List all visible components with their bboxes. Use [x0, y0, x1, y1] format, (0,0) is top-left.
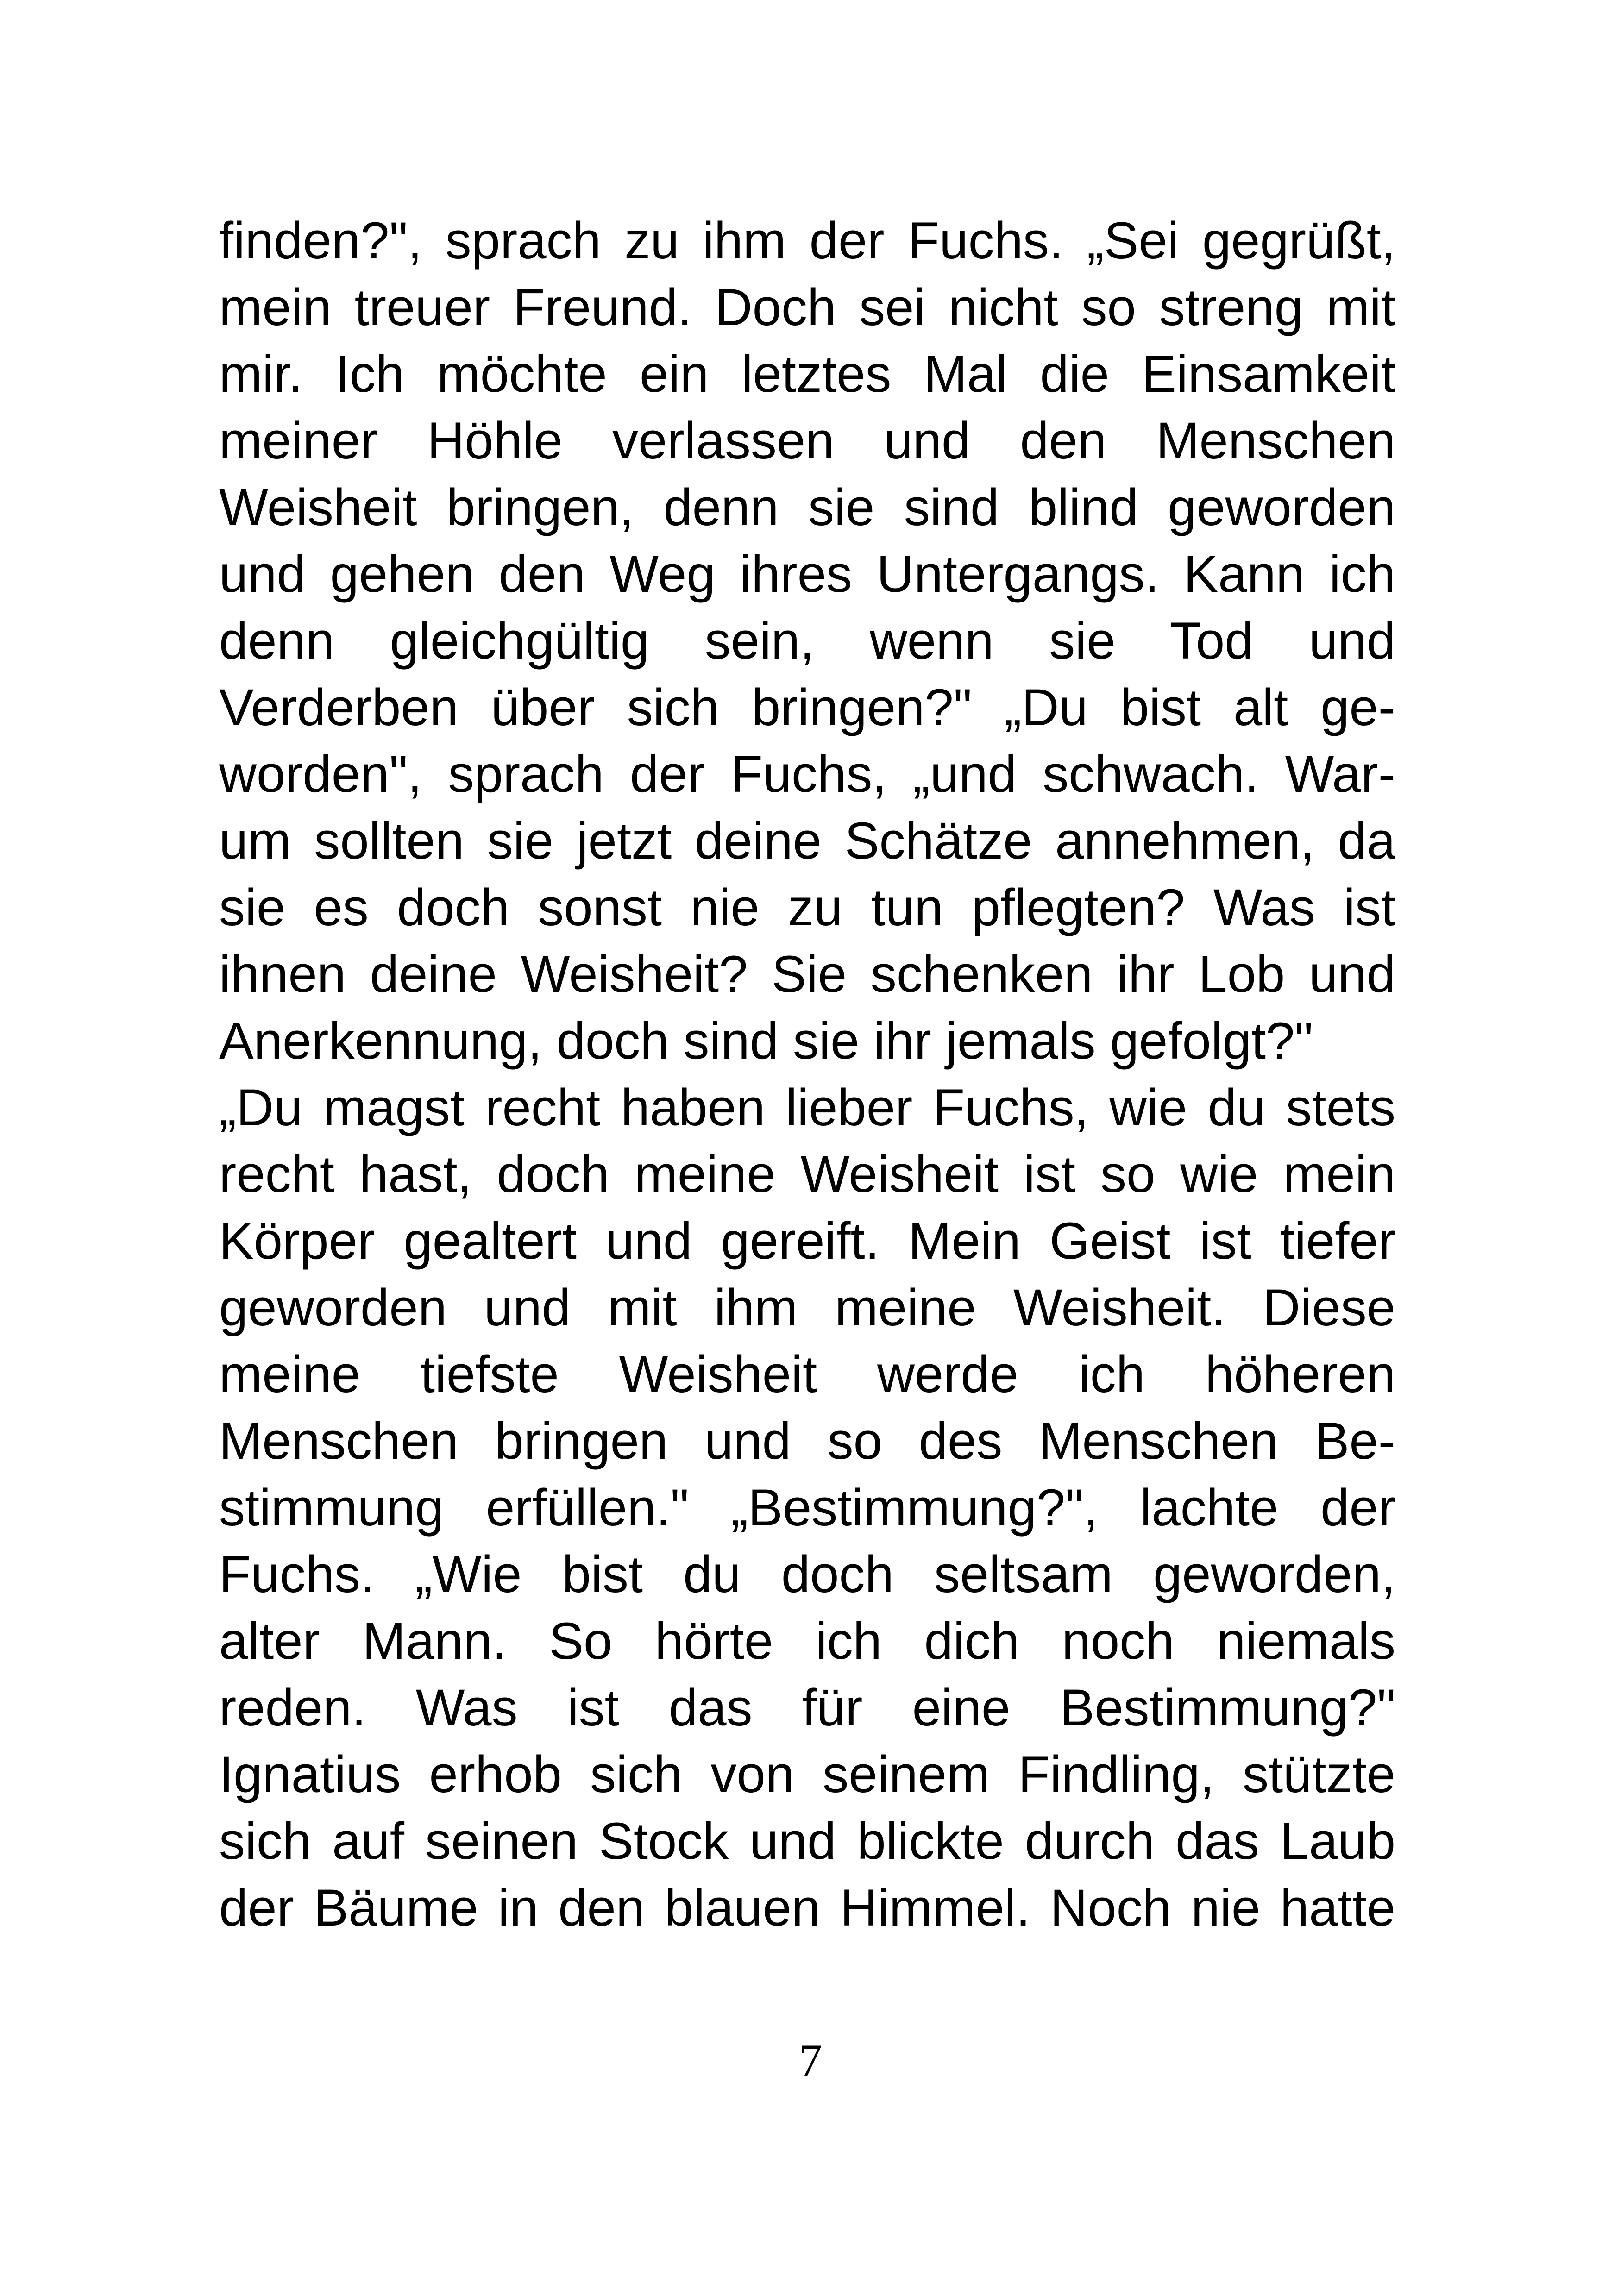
text-line: sie es doch sonst nie zu tun pflegten? Was ist [219, 878, 1395, 936]
text-line: um sollten sie jetzt deine Schätze annehmen, da [219, 812, 1395, 870]
text-line: ihnen deine Weisheit? Sie schenken ihr Lob und [219, 945, 1395, 1003]
body-text [219, 207, 1395, 1941]
text-line: Verderben über sich bringen?" „Du bist alt ge- [219, 678, 1395, 736]
text-line: sich auf seinen Stock und blickte durch das Laub [219, 1812, 1395, 1870]
text-line: Ignatius erhob sich von seinem Findling, stützte [219, 1745, 1395, 1803]
text-line: stimmung erfüllen." „Bestimmung?", lachte der [219, 1479, 1395, 1537]
text-line: Menschen bringen und so des Menschen Be- [219, 1412, 1395, 1470]
text-line: worden", sprach der Fuchs, „und schwach. War- [219, 745, 1395, 803]
text-line: Anerkennung, doch sind sie ihr jemals gefolgt?" [219, 1012, 1313, 1070]
text-line: Körper gealtert und gereift. Mein Geist ist tiefer [219, 1212, 1395, 1270]
text-line: recht hast, doch meine Weisheit ist so wie mein [219, 1145, 1395, 1203]
text-line: und gehen den Weg ihres Untergangs. Kann ich [219, 545, 1395, 603]
text-line: alter Mann. So hörte ich dich noch niemals [219, 1612, 1395, 1670]
text-line: Weisheit bringen, denn sie sind blind geworden [219, 478, 1395, 536]
page-number: 7 [799, 2035, 822, 2086]
text-line: denn gleichgültig sein, wenn sie Tod und [219, 612, 1395, 670]
text-line: mein treuer Freund. Doch sei nicht so streng mit [219, 278, 1395, 336]
text-line: Fuchs. „Wie bist du doch seltsam geworden, [219, 1545, 1395, 1603]
text-line: reden. Was ist das für eine Bestimmung?" [219, 1679, 1395, 1737]
text-line: „Du magst recht haben lieber Fuchs, wie du stets [219, 1079, 1395, 1136]
text-line: meiner Höhle verlassen und den Menschen [219, 412, 1395, 470]
text-line: der Bäume in den blauen Himmel. Noch nie hatte [219, 1879, 1395, 1937]
text-line: geworden und mit ihm meine Weisheit. Diese [219, 1279, 1395, 1336]
text-line: meine tiefste Weisheit werde ich höheren [219, 1345, 1395, 1403]
text-line: finden?", sprach zu ihm der Fuchs. „Sei gegrüßt, [219, 212, 1395, 270]
text-line: mir. Ich möchte ein letztes Mal die Einsamkeit [219, 345, 1395, 403]
